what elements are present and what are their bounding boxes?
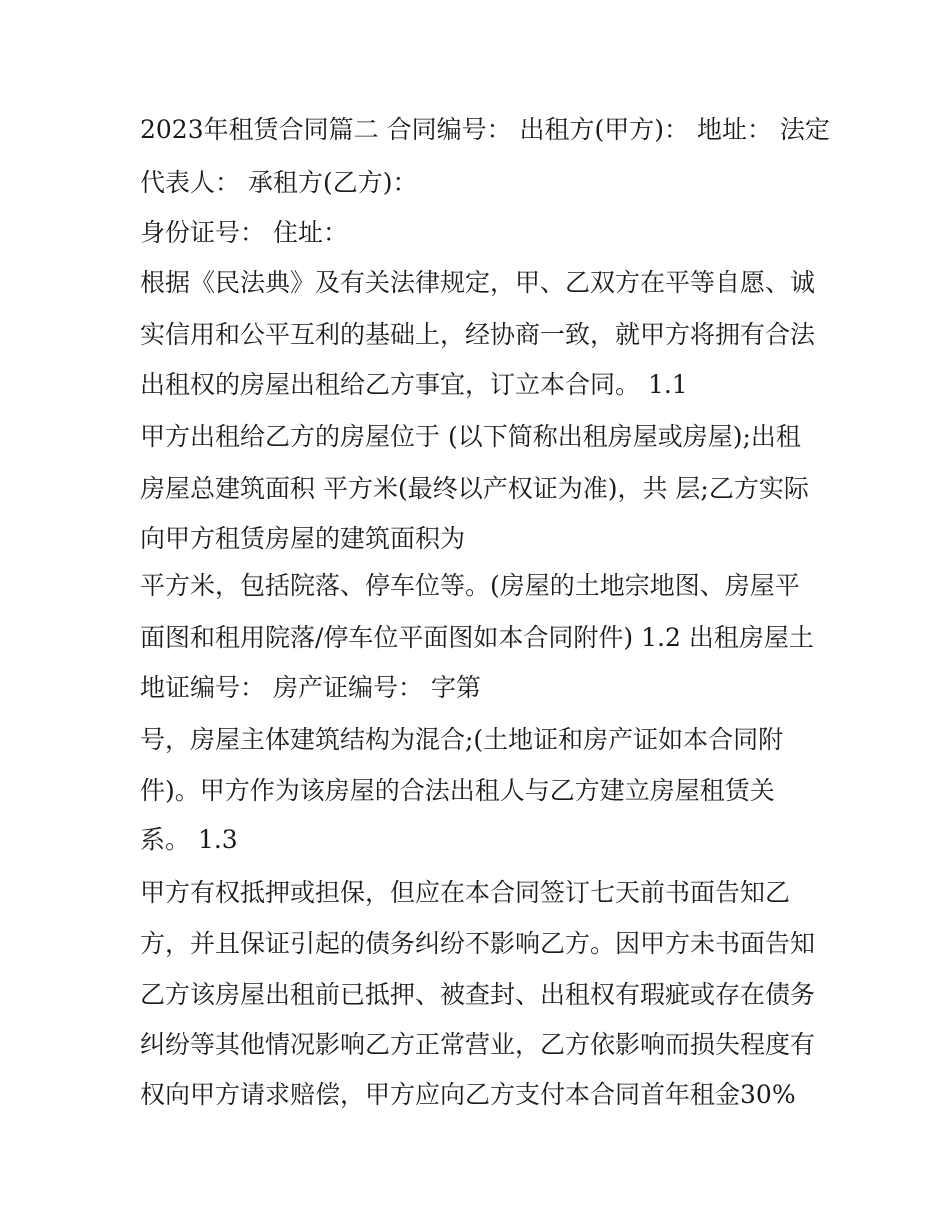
- document-text-line: 乙方该房屋出租前已抵押、被查封、出租权有瑕疵或存在债务: [140, 980, 816, 1009]
- document-text-line: 方，并且保证引起的债务纠纷不影响乙方。因甲方未书面告知: [140, 929, 816, 958]
- document-text-line: 面图和租用院落/停车位平面图如本合同附件) 1.2 出租房屋土: [140, 623, 814, 652]
- document-text-line: 房屋总建筑面积 平方米(最终以产权证为准)，共 层;乙方实际: [140, 474, 809, 503]
- document-text-line: 系。 1.3: [140, 825, 238, 854]
- document-text-line: 2023年租赁合同篇二 合同编号： 出租方(甲方)： 地址： 法定: [140, 115, 830, 144]
- document-text-line: 身份证号： 住址：: [140, 218, 348, 247]
- document-text-line: 件)。甲方作为该房屋的合法出租人与乙方建立房屋租赁关: [140, 776, 775, 805]
- document-text-line: 代表人： 承租方(乙方)：: [140, 168, 418, 197]
- document-text-line: 根据《民法典》及有关法律规定，甲、乙双方在平等自愿、诚: [140, 268, 816, 297]
- document-text-line: 甲方出租给乙方的房屋位于 (以下简称出租房屋或房屋);出租: [140, 422, 801, 451]
- document-text-line: 平方米，包括院落、停车位等。(房屋的土地宗地图、房屋平: [140, 571, 800, 600]
- document-text-line: 实信用和公平互利的基础上，经协商一致，就甲方将拥有合法: [140, 320, 816, 349]
- document-text-line: 纠纷等其他情况影响乙方正常营业，乙方依影响而损失程度有: [140, 1030, 816, 1059]
- document-text-line: 权向甲方请求赔偿，甲方应向乙方支付本合同首年租金30%: [140, 1080, 796, 1109]
- document-text-line: 号，房屋主体建筑结构为混合;(土地证和房产证如本合同附: [140, 725, 784, 754]
- document-text-line: 出租权的房屋出租给乙方事宜，订立本合同。 1.1: [140, 370, 688, 399]
- document-text-line: 甲方有权抵押或担保，但应在本合同签订七天前书面告知乙: [140, 878, 791, 907]
- document-text-line: 向甲方租赁房屋的建筑面积为: [140, 524, 466, 553]
- document-text-line: 地证编号： 房产证编号： 字第: [140, 673, 481, 702]
